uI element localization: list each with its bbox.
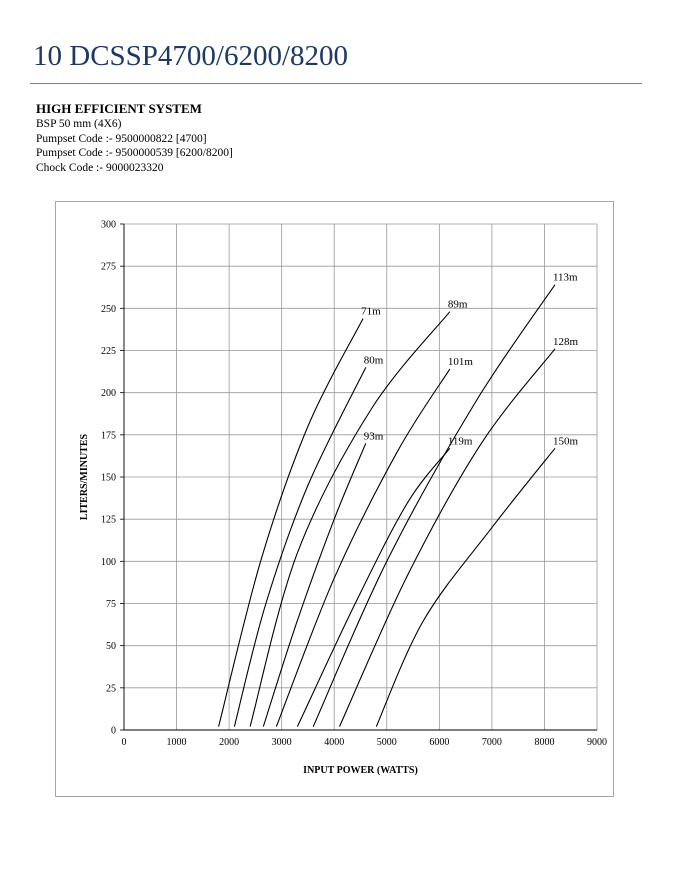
- y-tick-label: 250: [101, 303, 116, 315]
- x-tick-label: 6000: [429, 737, 450, 748]
- x-tick-label: 3000: [271, 737, 292, 748]
- curve-93m: [263, 443, 366, 726]
- spec-heading: HIGH EFFICIENT SYSTEM: [36, 101, 202, 116]
- y-tick-label: 125: [101, 514, 116, 526]
- curve-label-71m: 71m: [361, 305, 381, 318]
- curve-label-119m: 119m: [447, 435, 473, 448]
- x-tick-label: 5000: [376, 737, 397, 748]
- curve-119m: [297, 448, 449, 726]
- y-axis-title: LITERS/MINUTES: [79, 433, 90, 521]
- spec-line-chock-code: Chock Code :- 9000023320: [36, 161, 164, 174]
- y-tick-label: 175: [101, 430, 116, 442]
- performance-chart: [56, 202, 615, 798]
- y-tick-label: 75: [106, 599, 116, 610]
- x-tick-label: 7000: [481, 737, 502, 748]
- curve-113m: [313, 285, 555, 727]
- chart-frame: [55, 201, 614, 797]
- page-title: 10 DCSSP4700/6200/8200: [33, 40, 349, 72]
- curve-label-128m: 128m: [552, 335, 579, 348]
- y-tick-label: 50: [106, 641, 116, 653]
- y-tick-label: 275: [101, 261, 116, 273]
- x-tick-label: 4000: [324, 737, 345, 748]
- curve-label-101m: 101m: [447, 356, 473, 369]
- curve-71m: [219, 319, 364, 727]
- x-axis-title: INPUT POWER (WATTS): [303, 765, 418, 776]
- y-tick-label: 0: [111, 725, 116, 737]
- spec-line-pumpset-4700: Pumpset Code :- 9500000822 [4700]: [36, 132, 207, 145]
- x-tick-label: 9000: [587, 737, 607, 748]
- x-tick-label: 0: [121, 737, 127, 748]
- curve-128m: [340, 349, 556, 727]
- curve-label-150m: 150m: [552, 435, 579, 448]
- curve-label-89m: 89m: [447, 298, 468, 311]
- curve-150m: [376, 448, 555, 726]
- spec-line-pumpset-6200-8200: Pumpset Code :- 9500000539 [6200/8200]: [36, 147, 233, 159]
- y-tick-label: 100: [101, 556, 116, 568]
- title-divider: [30, 83, 642, 84]
- spec-block: [36, 101, 233, 175]
- x-tick-label: 2000: [219, 737, 240, 748]
- curve-label-93m: 93m: [363, 430, 384, 443]
- x-tick-label: 1000: [166, 737, 187, 748]
- y-tick-label: 150: [101, 472, 116, 484]
- y-tick-label: 225: [101, 346, 116, 357]
- grid-layer: [120, 224, 597, 730]
- curve-label-80m: 80m: [363, 354, 384, 367]
- y-tick-label: 300: [101, 219, 116, 231]
- y-tick-label: 200: [101, 388, 116, 400]
- y-tick-label: 25: [106, 683, 116, 695]
- curve-label-113m: 113m: [552, 271, 578, 284]
- x-tick-label: 8000: [534, 737, 555, 748]
- spec-line-bsp: BSP 50 mm (4X6): [36, 118, 122, 130]
